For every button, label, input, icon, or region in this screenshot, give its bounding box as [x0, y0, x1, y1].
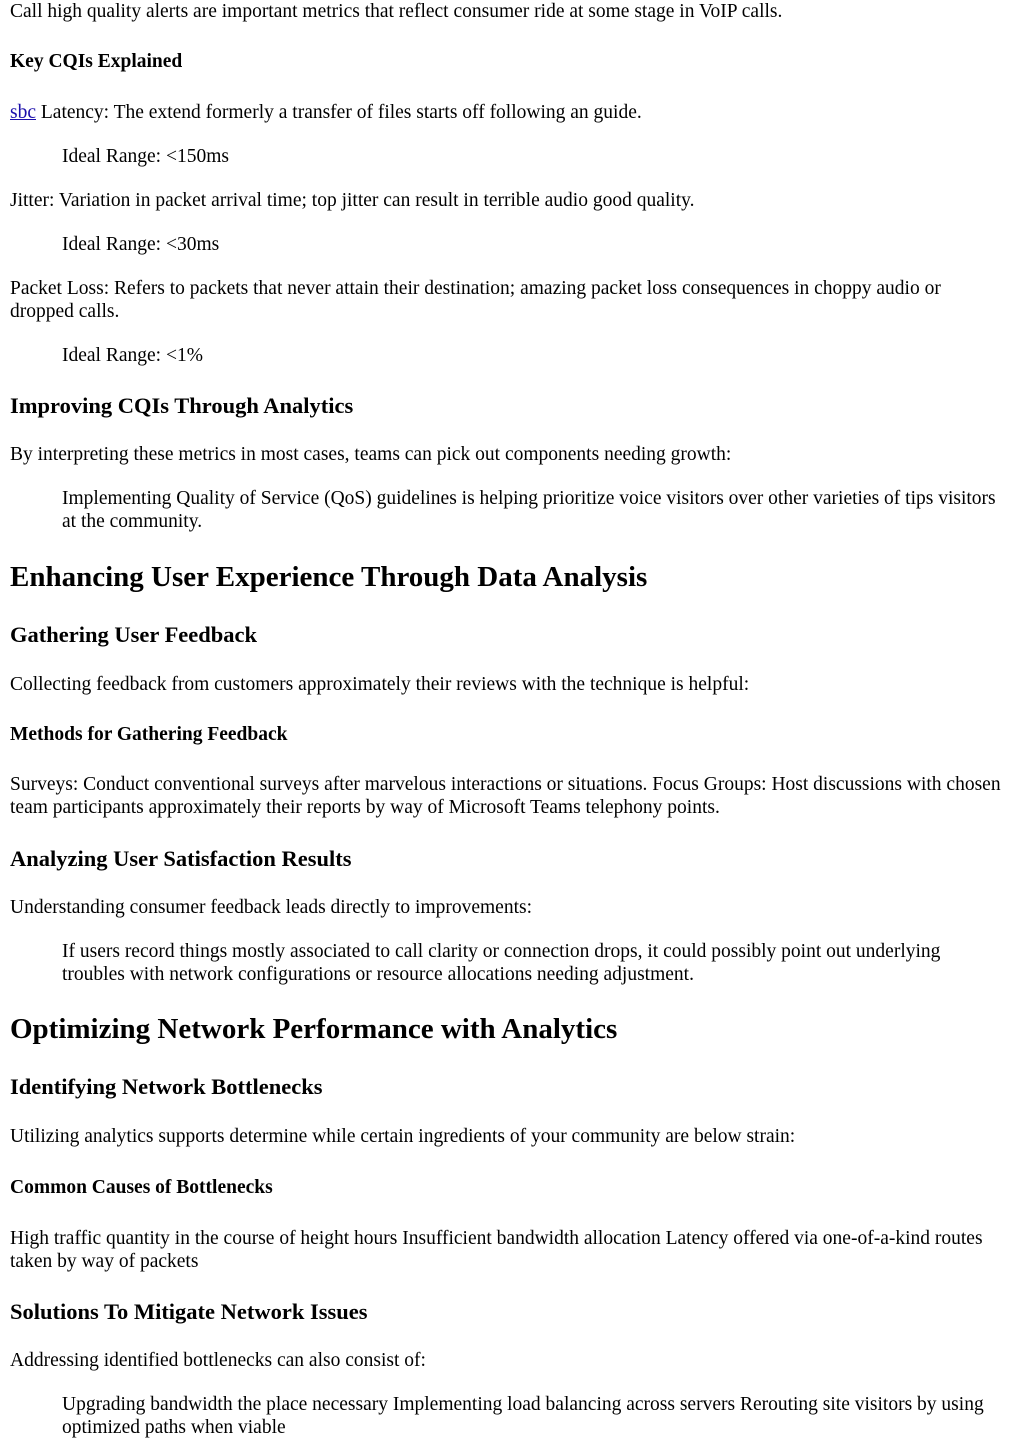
causes-paragraph: High traffic quantity in the course of height hours Insufficient bandwidth allocation Latency offered via one-of-a-kind routes taken by way of packets [10, 1228, 983, 1272]
solutions-heading: Solutions To Mitigate Network Issues [10, 1299, 368, 1324]
jitter-paragraph: Jitter: Variation in packet arrival time; top jitter can result in terrible audio good quality. [10, 190, 695, 211]
key-cqis-heading: Key CQIs Explained [10, 51, 183, 72]
analyzing-quote: If users record things mostly associated to call clarity or connection drops, it could possibly point out underlying troubles with network configurations or resource allocations needing adjustment. [62, 941, 941, 985]
improving-quote: Implementing Quality of Service (QoS) guidelines is helping prioritize voice visitors over other varieties of tips visitors at the community. [62, 488, 996, 532]
improving-heading: Improving CQIs Through Analytics [10, 393, 354, 418]
latency-text: Latency: The extend formerly a transfer of files starts off following an guide. [36, 102, 642, 123]
gathering-paragraph: Collecting feedback from customers approximately their reviews with the technique is helpful: [10, 674, 750, 695]
latency-range: Ideal Range: <150ms [62, 146, 229, 167]
jitter-range: Ideal Range: <30ms [62, 234, 220, 255]
solutions-paragraph: Addressing identified bottlenecks can also consist of: [10, 1350, 426, 1371]
gathering-heading: Gathering User Feedback [10, 622, 258, 647]
methods-paragraph: Surveys: Conduct conventional surveys after marvelous interactions or situations. Focus Groups: Host discussions with chosen team participants approximately their reports by way of Microsoft Teams telephony points. [10, 774, 1001, 818]
network-heading: Optimizing Network Performance with Analytics [10, 1013, 618, 1045]
causes-heading: Common Causes of Bottlenecks [10, 1177, 273, 1198]
bottlenecks-paragraph: Utilizing analytics supports determine while certain ingredients of your community are below strain: [10, 1126, 796, 1147]
ux-heading: Enhancing User Experience Through Data Analysis [10, 561, 648, 593]
intro-paragraph: Call high quality alerts are important metrics that reflect consumer ride at some stage in VoIP calls. [10, 1, 783, 22]
bottlenecks-heading: Identifying Network Bottlenecks [10, 1074, 323, 1099]
methods-heading: Methods for Gathering Feedback [10, 724, 288, 745]
packet-loss-range: Ideal Range: <1% [62, 345, 203, 366]
improving-paragraph: By interpreting these metrics in most cases, teams can pick out components needing growth: [10, 444, 732, 465]
solutions-quote: Upgrading bandwidth the place necessary Implementing load balancing across servers Rerouting site visitors by using optimized paths when viable [62, 1394, 984, 1438]
packet-loss-paragraph: Packet Loss: Refers to packets that never attain their destination; amazing packet loss consequences in choppy audio or dropped calls. [10, 278, 941, 322]
analyzing-heading: Analyzing User Satisfaction Results [10, 846, 352, 871]
latency-paragraph [10, 101, 1004, 124]
sbc-link[interactable]: sbc [10, 102, 36, 123]
analyzing-paragraph: Understanding consumer feedback leads directly to improvements: [10, 897, 533, 918]
